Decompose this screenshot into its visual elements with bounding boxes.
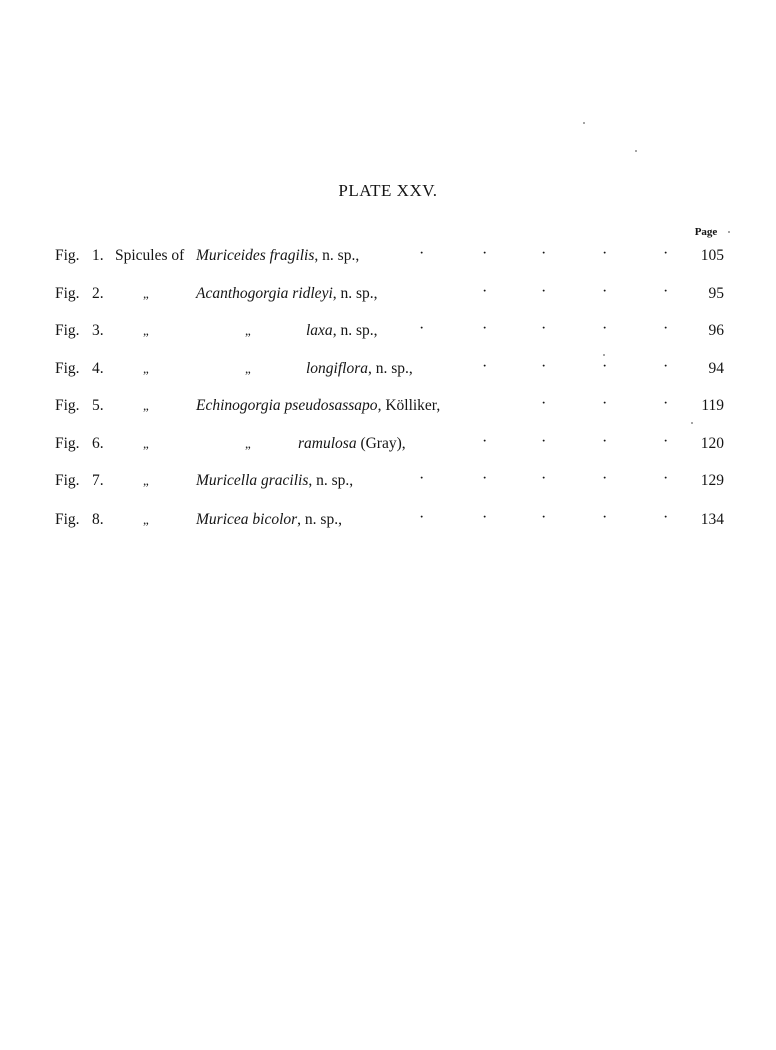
page-number: 95 <box>708 285 724 302</box>
figure-number: 3. <box>92 322 104 339</box>
ditto-mark: „ <box>143 323 149 338</box>
figure-label: Fig. <box>55 247 80 264</box>
species-name: ramulosa <box>298 435 357 452</box>
leader-dot: · <box>602 433 608 450</box>
figure-row <box>0 469 776 493</box>
leader-dot: · <box>541 433 547 450</box>
leader-dot: · <box>482 320 488 337</box>
leader-dot: · <box>602 320 608 337</box>
leader-dot: · <box>482 245 488 262</box>
species-note: (Gray), <box>356 435 406 452</box>
ditto-mark: „ <box>143 473 149 488</box>
leader-dot: · <box>663 470 669 487</box>
figure-row <box>0 319 776 343</box>
figure-label: Fig. <box>55 397 80 414</box>
figure-label: Fig. <box>55 285 80 302</box>
leader-dot: · <box>482 509 488 526</box>
species-name: Muriceides fragilis <box>196 247 315 264</box>
leader-dot: · <box>663 433 669 450</box>
leader-dot: · <box>541 470 547 487</box>
leader-dot: · <box>602 245 608 262</box>
leader-dot: · <box>602 283 608 300</box>
species-note: , n. sp., <box>332 322 378 339</box>
species-name: Echinogorgia pseudosassapo <box>196 397 378 414</box>
leader-dot: · <box>419 245 425 262</box>
species-entry <box>196 282 378 306</box>
figure-label: Fig. <box>55 472 80 489</box>
leader-dot: · <box>482 470 488 487</box>
page-number: 105 <box>700 247 724 264</box>
figure-row <box>0 432 776 456</box>
paper-speck <box>635 150 637 152</box>
species-name: Muricea bicolor <box>196 511 298 528</box>
species-name: Muricella gracilis <box>196 472 309 489</box>
species-entry <box>196 244 359 268</box>
figure-row <box>0 244 776 268</box>
ditto-mark: „ <box>245 436 251 451</box>
paper-speck <box>603 354 605 356</box>
paper-speck <box>691 422 693 424</box>
figure-number: 5. <box>92 397 104 414</box>
description-prefix: Spicules of <box>115 247 185 264</box>
leader-dot: · <box>541 283 547 300</box>
paper-speck <box>728 231 730 233</box>
page-number: 129 <box>700 472 724 489</box>
species-note: , n. sp., <box>308 472 354 489</box>
ditto-mark: „ <box>245 361 251 376</box>
figure-number: 4. <box>92 360 104 377</box>
figure-number: 8. <box>92 511 104 528</box>
leader-dot: · <box>663 245 669 262</box>
ditto-mark: „ <box>143 436 149 451</box>
leader-dot: · <box>419 509 425 526</box>
figure-row <box>0 508 776 532</box>
leader-dot: · <box>541 358 547 375</box>
leader-dot: · <box>602 358 608 375</box>
species-note: , n. sp., <box>332 285 378 302</box>
page-number: 120 <box>700 435 724 452</box>
figure-number: 7. <box>92 472 104 489</box>
ditto-mark: „ <box>143 361 149 376</box>
page-column-header: Page <box>694 226 718 238</box>
species-note: , Kölliker, <box>377 397 441 414</box>
leader-dot: · <box>663 395 669 412</box>
leader-dot: · <box>419 320 425 337</box>
figure-label: Fig. <box>55 360 80 377</box>
figure-label: Fig. <box>55 322 80 339</box>
leader-dot: · <box>663 320 669 337</box>
page-number: 94 <box>708 360 724 377</box>
leader-dot: · <box>663 283 669 300</box>
species-entry <box>306 319 377 343</box>
page-number: 119 <box>701 397 724 414</box>
species-entry <box>196 394 440 418</box>
leader-dot: · <box>482 283 488 300</box>
ditto-mark: „ <box>143 512 149 527</box>
leader-dot: · <box>419 470 425 487</box>
ditto-mark: „ <box>143 398 149 413</box>
leader-dot: · <box>482 358 488 375</box>
leader-dot: · <box>602 509 608 526</box>
species-name: laxa <box>306 322 333 339</box>
figure-row <box>0 282 776 306</box>
species-name: longiflora <box>306 360 369 377</box>
species-entry <box>306 357 413 381</box>
page-number: 96 <box>708 322 724 339</box>
page-number: 134 <box>700 511 724 528</box>
leader-dot: · <box>541 245 547 262</box>
figure-number: 6. <box>92 435 104 452</box>
leader-dot: · <box>541 509 547 526</box>
figure-row <box>0 357 776 381</box>
leader-dot: · <box>541 395 547 412</box>
species-entry <box>196 469 353 493</box>
figure-label: Fig. <box>55 511 80 528</box>
ditto-mark: „ <box>143 286 149 301</box>
page-title: PLATE XXV. <box>338 181 438 200</box>
leader-dot: · <box>663 509 669 526</box>
species-name: Acanthogorgia ridleyi <box>196 285 333 302</box>
species-note: , n. sp., <box>368 360 413 377</box>
leader-dot: · <box>663 358 669 375</box>
figure-row <box>0 394 776 418</box>
leader-dot: · <box>482 433 488 450</box>
figure-number: 1. <box>92 247 104 264</box>
species-note: , n. sp., <box>314 247 360 264</box>
species-entry <box>196 508 342 532</box>
leader-dot: · <box>602 470 608 487</box>
leader-dot: · <box>602 395 608 412</box>
paper-speck <box>583 122 585 124</box>
leader-dot: · <box>541 320 547 337</box>
figure-label: Fig. <box>55 435 80 452</box>
species-entry <box>298 432 406 456</box>
species-note: , n. sp., <box>297 511 342 528</box>
ditto-mark: „ <box>245 323 251 338</box>
figure-number: 2. <box>92 285 104 302</box>
